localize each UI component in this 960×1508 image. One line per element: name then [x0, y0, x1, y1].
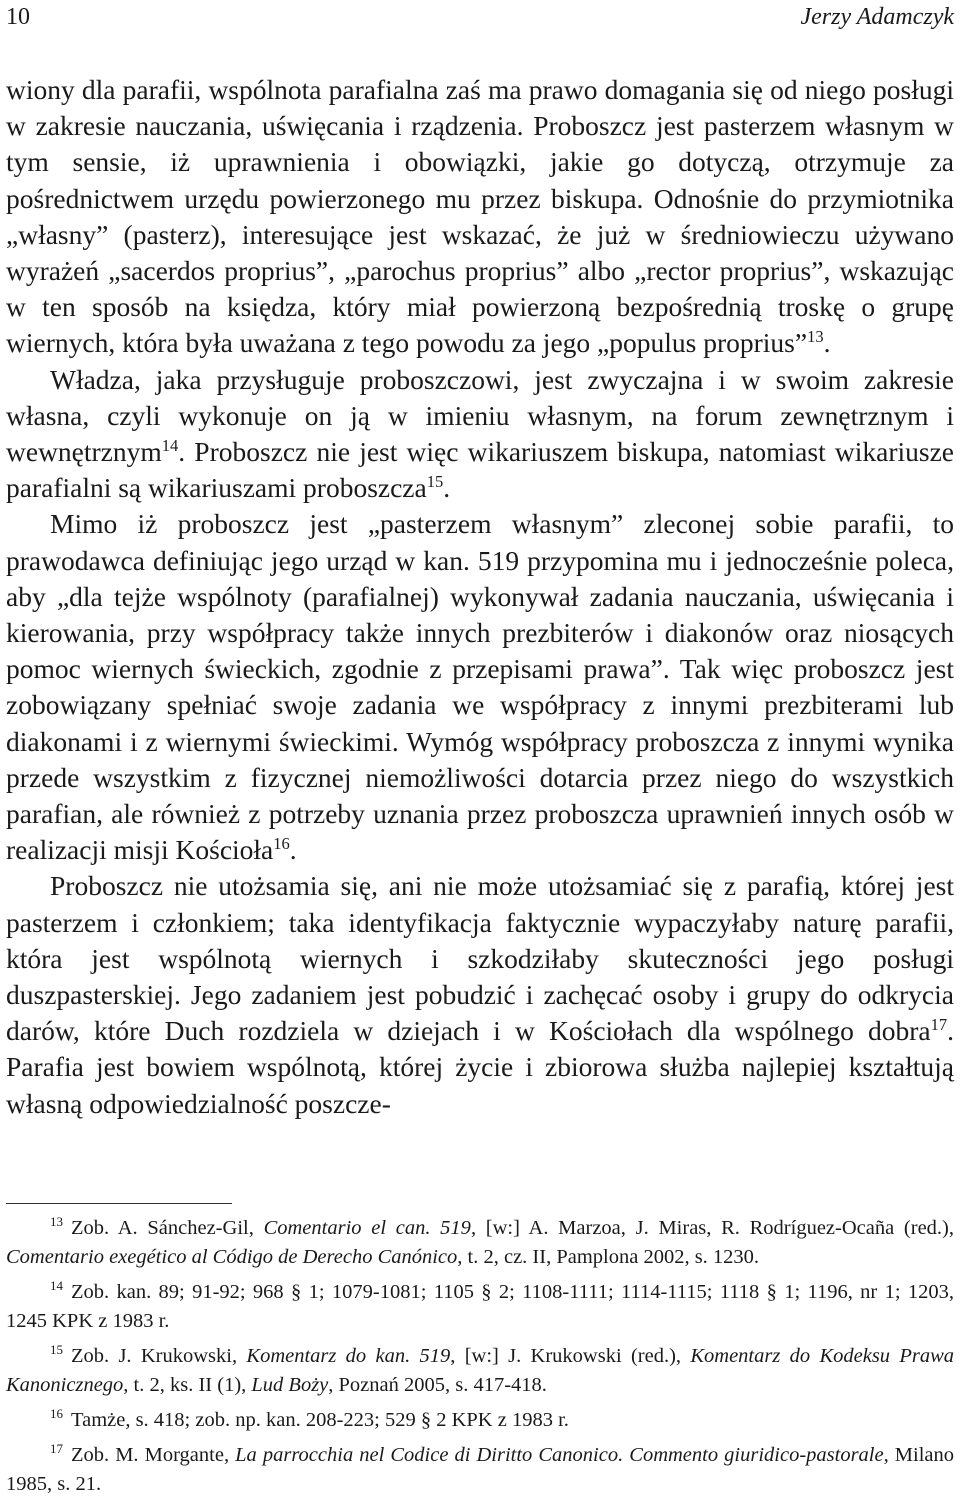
footnote-ref[interactable]: 15	[426, 472, 444, 492]
paragraph	[6, 362, 954, 507]
text-segment: Zob. kan. 89; 91-92; 968 § 1; 1079-1081; 1105 § 2; 1108-1111; 1114-1115; 1118 § 1; 1196, nr 1; 1203, 1245 KPK z 1983 r.	[6, 1281, 954, 1332]
footnote-separator	[6, 1203, 232, 1204]
page-number: 10	[6, 4, 30, 30]
paragraph	[6, 868, 954, 1121]
text-segment: Tamże, s. 418; zob. np. kan. 208-223; 529 § 2 KPK z 1983 r.	[71, 1409, 569, 1431]
title-italic: Lud Boży	[251, 1374, 329, 1396]
footnote-ref[interactable]: 13	[807, 327, 824, 347]
footnote-13	[6, 1214, 954, 1272]
footnote-15	[6, 1342, 954, 1400]
text-segment: Mimo iż proboszcz jest „pasterzem własnym” zleconej sobie parafii, to prawodawca definiując jego urząd w kan. 519 przypomina mu i jednocześnie poleca, aby „dla tejże wspólnoty (parafialnej) wykonywał zadania nauczania, uświęcania i kierowania, przy współpracy także innych prezbiterów i diakonów oraz niosących pomoc wiernych świeckich, zgodnie z przepisami prawa”. Tak więc proboszcz jest zobowiązany spełniać swoje zadania we współpracy z innymi prezbiterami lub diakonami i z wiernymi świeckimi. Wymóg współpracy proboszcza z innymi wynika przede wszystkim z fizycznej niemożliwości dotarcia przez niego do wszystkich parafian, ale również z potrzeby uznania przez proboszcza uprawnień innych osób w realizacji misji Kościoła	[6, 508, 954, 866]
text-segment: , t. 2, cz. II, Pamplona 2002, s. 1230.	[457, 1246, 760, 1268]
running-head-author: Jerzy Adamczyk	[800, 4, 954, 30]
text-segment: Proboszcz nie utożsamia się, ani nie może utożsamiać się z parafią, której jest pasterzem i członkiem; taka identyfikacja faktycznie wypaczyłaby naturę parafii, która jest wspólnotą wiernych i szkodziłaby skuteczności jego posługi duszpasterskiej. Jego zadaniem jest pobudzić i zachęcać osoby i grupy do odkrycia darów, które Duch rozdziela w dziejach i w Kościołach dla wspólnego dobra	[6, 870, 954, 1047]
text-segment: . Proboszcz nie jest więc wikariuszem biskupa, natomiast wikariusze parafialni są wikariuszami proboszcza	[6, 436, 954, 504]
footnote-ref[interactable]: 16	[273, 834, 290, 854]
footnote-14	[6, 1278, 954, 1336]
footnote-number: 13	[50, 1214, 63, 1230]
title-italic: Comentario el can. 519	[263, 1217, 471, 1239]
text-segment: .	[443, 472, 451, 504]
text-segment: , [w:] A. Marzoa, J. Miras, R. Rodríguez-Ocaña (red.),	[470, 1217, 955, 1239]
text-segment: , t. 2, ks. II (1),	[123, 1374, 252, 1396]
footnote-number: 17	[50, 1441, 63, 1457]
footnote-16	[6, 1406, 954, 1435]
body-text	[6, 72, 954, 1122]
title-italic: Komentarz do Kodeksu Prawa Kanonicznego	[6, 1345, 955, 1396]
text-segment: , [w:] J. Krukowski (red.),	[450, 1345, 691, 1367]
footnote-number: 16	[50, 1406, 63, 1422]
footnote-ref[interactable]: 17	[930, 1015, 948, 1035]
text-segment: Zob. J. Krukowski,	[71, 1345, 247, 1367]
text-segment: wiony dla parafii, wspólnota parafialna zaś ma prawo domagania się od niego posługi w zakresie nauczania, uświęcania i rządzenia. Proboszcz jest pasterzem własnym w tym sensie, iż uprawnienia i obowiązki, jakie go dotyczą, otrzymuje za pośrednictwem urzędu powierzonego mu przez biskupa. Odnośnie do przymiotnika „własny” (pasterz), interesujące jest wskazać, że już w średniowieczu używano wyrażeń „sacerdos proprius”, „parochus proprius” albo „rector proprius”, wskazując w ten sposób na księdza, który miał powierzoną bezpośrednią troskę o grupę wiernych, która była uważana z tego powodu za jego „populus proprius”	[6, 74, 954, 359]
page-header	[6, 0, 954, 40]
footnote-17	[6, 1441, 954, 1499]
title-italic: La parrocchia nel Codice di Diritto Canonico. Commento giuridico-pastorale	[235, 1444, 884, 1466]
title-italic: Komentarz do kan. 519	[246, 1345, 451, 1367]
footnote-number: 14	[50, 1278, 63, 1294]
footnote-ref[interactable]: 14	[161, 435, 179, 455]
paragraph	[6, 72, 954, 362]
text-segment: Władza, jaka przysługuje proboszczowi, jest zwyczajna i w swoim zakresie własna, czyli wykonuje on ją w imieniu własnym, na forum zewnętrznym i wewnętrznym	[6, 363, 954, 468]
text-segment: Zob. M. Morgante,	[71, 1444, 236, 1466]
text-segment: , Poznań 2005, s. 417-418.	[328, 1374, 547, 1396]
footnotes	[6, 1214, 954, 1505]
text-segment: Zob. A. Sánchez-Gil,	[71, 1217, 264, 1239]
text-segment: . Parafia jest bowiem wspólnotą, której życie i zbiorowa służba najlepiej kształtują własną odpowiedzialność poszcze-	[6, 1015, 954, 1119]
text-segment: .	[289, 834, 297, 866]
text-segment: .	[823, 327, 831, 359]
paragraph	[6, 506, 954, 868]
text-segment: , Milano 1985, s. 21.	[6, 1444, 955, 1495]
footnote-number: 15	[50, 1342, 63, 1358]
title-italic: Comentario exegético al Código de Derecho Canónico	[6, 1246, 458, 1268]
